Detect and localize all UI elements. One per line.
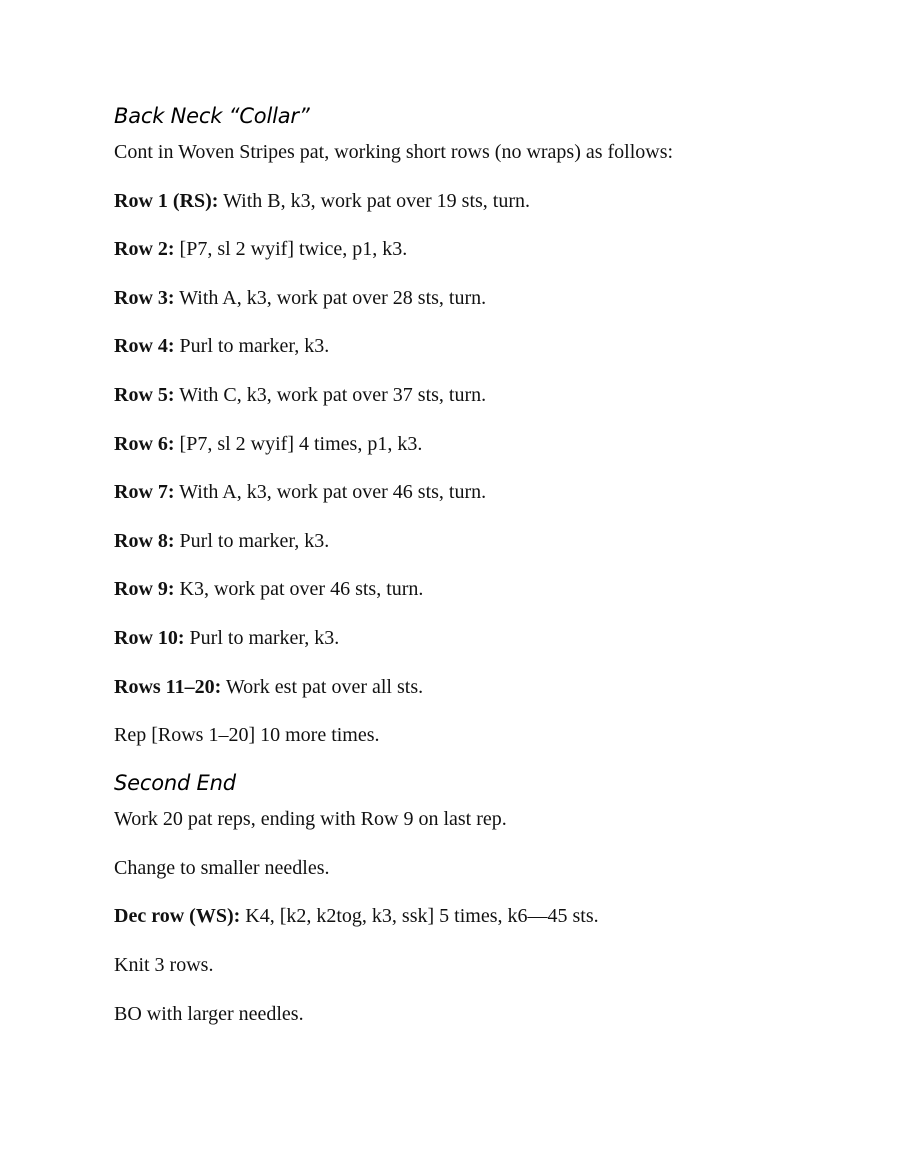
instruction-row-6	[114, 430, 854, 458]
section-heading-back-neck-collar: Back Neck “Collar”	[114, 104, 310, 128]
knit-rows-instruction: Knit 3 rows.	[114, 953, 214, 976]
dec-row-instruction	[114, 902, 854, 930]
row-text: With C, k3, work pat over 37 sts, turn.	[174, 383, 487, 406]
row-label: Rows 11–20:	[114, 675, 222, 698]
section-heading-second-end: Second End	[114, 771, 236, 796]
row-label: Row 1 (RS):	[114, 189, 219, 212]
instruction-row-5	[114, 381, 854, 409]
row-text: Purl to marker, k3.	[184, 626, 340, 649]
row-label: Row 6:	[114, 432, 175, 455]
instruction-row-3	[114, 284, 854, 312]
intro-paragraph: Cont in Woven Stripes pat, working short rows (no wraps) as follows:	[114, 141, 674, 163]
dec-row-label: Dec row (WS):	[114, 905, 241, 928]
instruction-row-4	[114, 332, 854, 360]
row-text: K3, work pat over 46 sts, turn.	[174, 578, 424, 601]
row-text: Work est pat over all sts.	[221, 675, 424, 698]
instruction-row-9	[114, 575, 854, 603]
row-text: [P7, sl 2 wyif] twice, p1, k3.	[174, 238, 408, 261]
row-text: Purl to marker, k3.	[174, 529, 330, 552]
dec-row-text: K4, [k2, k2tog, k3, ssk] 5 times, k6—45 sts.	[240, 905, 599, 928]
repeat-instruction: Rep [Rows 1–20] 10 more times.	[114, 724, 380, 747]
row-label: Row 9:	[114, 578, 175, 601]
row-label: Row 5:	[114, 383, 175, 406]
instruction-row-1	[114, 187, 854, 215]
row-label: Row 8:	[114, 529, 175, 552]
bind-off-instruction: BO with larger needles.	[114, 1002, 304, 1025]
instruction-row-10	[114, 624, 854, 652]
row-text: Purl to marker, k3.	[174, 335, 330, 358]
row-label: Row 2:	[114, 238, 175, 261]
row-text: With B, k3, work pat over 19 sts, turn.	[218, 189, 531, 212]
row-text: With A, k3, work pat over 28 sts, turn.	[174, 286, 487, 309]
row-label: Row 7:	[114, 481, 175, 504]
document-page	[114, 98, 854, 1028]
instruction-row-7	[114, 478, 854, 506]
instruction-rows-11-20	[114, 673, 854, 701]
instruction-row-2	[114, 235, 854, 263]
instruction-row-8	[114, 527, 854, 555]
needle-change-instruction: Change to smaller needles.	[114, 856, 330, 879]
row-label: Row 3:	[114, 286, 175, 309]
second-end-intro: Work 20 pat reps, ending with Row 9 on last rep.	[114, 808, 507, 831]
row-text: With A, k3, work pat over 46 sts, turn.	[174, 481, 487, 504]
row-text: [P7, sl 2 wyif] 4 times, p1, k3.	[174, 432, 423, 455]
row-label: Row 10:	[114, 626, 185, 649]
row-label: Row 4:	[114, 335, 175, 358]
